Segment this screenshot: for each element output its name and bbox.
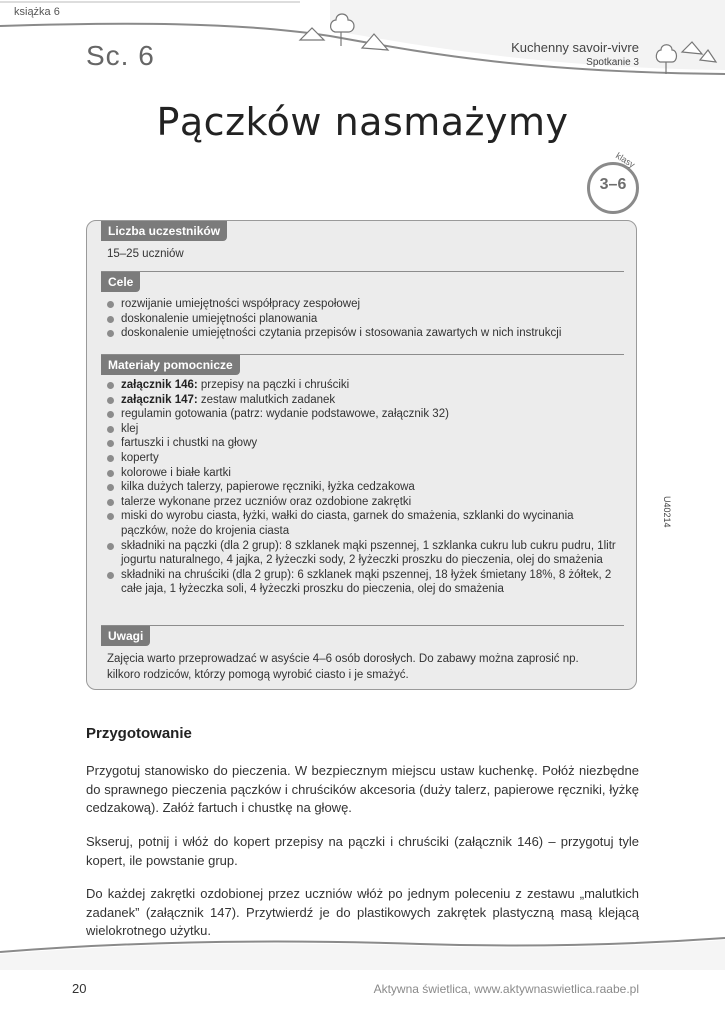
materials-heading: Materiały pomocnicze [101,355,240,375]
bullet-icon [107,499,114,506]
bullet-icon [107,411,114,418]
preparation-paragraph: Przygotuj stanowisko do pieczenia. W bezpiecznym miejscu ustaw kuchenkę. Połóż niezbędne do sprawnego pieczenia pączków i chruścików akcesoria (duży talerz, papierowe ręczniki, łyżkę cedzakową). Załóż fartuch i chustkę na głowę. [86,763,639,815]
list-item: składniki na chruściki (dla 2 grup): 6 szklanek mąki pszennej, 18 łyżek śmietany 18%, 8 żółtek, 2 całe jaja, 1 łyżeczka soli, 4 łyżeczki proszku do pieczenia, olej do smażenia [107,568,617,597]
info-panel [86,220,637,690]
footer-decoration [0,930,725,970]
list-item: załącznik 146: przepisy na pączki i chruściki [107,378,617,393]
list-item: regulamin gotowania (patrz: wydanie podstawowe, załącznik 32) [107,407,617,422]
bullet-icon [107,440,114,447]
preparation-paragraph: Skseruj, potnij i włóż do kopert przepisy na pączki i chruściki (załącznik 146) – przygotuj tyle kopert, ile powstanie grup. [86,834,639,868]
list-item: doskonalenie umiejętności planowania [107,312,617,327]
list-item: fartuszki i chustki na głowy [107,436,617,451]
side-code: U40214 [662,496,672,528]
book-label: książka 6 [14,6,60,18]
list-item: kolorowe i białe kartki [107,466,617,481]
list-item: miski do wyrobu ciasta, łyżki, wałki do ciasta, garnek do smażenia, szklanki do wycinania pączków, noże do krojenia ciasta [107,509,617,538]
bullet-icon [107,330,114,337]
notes-heading: Uwagi [101,626,150,646]
list-item: kilka dużych talerzy, papierowe ręczniki, łyżka cedzakowa [107,480,617,495]
participants-heading: Liczba uczestników [101,221,227,241]
class-badge [587,150,639,214]
meeting-label: Spotkanie 3 [586,57,639,68]
list-item: koperty [107,451,617,466]
page-number: 20 [72,981,87,996]
bullet-icon [107,455,114,462]
bullet-icon [107,513,114,520]
section-divider [101,271,624,272]
participants-value: 15–25 uczniów [107,248,184,260]
page-title: Pączków nasmażymy [156,100,569,144]
list-item: składniki na pączki (dla 2 grup): 8 szklanek mąki pszennej, 1 szklanka cukru lub cukru pudru, 1litr jogurtu naturalnego, 4 jajka, 2 łyżeczki sody, 2 łyżeczki proszku do pieczenia, olej do smażenia [107,539,617,568]
list-item: załącznik 147: zestaw malutkich zadanek [107,393,617,408]
footer-brand: Aktywna świetlica, www.aktywnaswietlica.raabe.pl [373,982,639,996]
list-item: klej [107,422,617,437]
bullet-icon [107,316,114,323]
bullet-icon [107,301,114,308]
preparation-heading: Przygotowanie [86,725,192,742]
notes-text: Zajęcia warto przeprowadzać w asyście 4–6 osób dorosłych. Do zabawy można zaprosić np. kilkoro rodziców, którzy pomogą wyrobić ciasto i je smażyć. [107,653,579,681]
list-item: doskonalenie umiejętności czytania przepisów i stosowania zawartych w nich instrukcji [107,326,617,341]
list-item: rozwijanie umiejętności współpracy zespołowej [107,297,617,312]
bullet-icon [107,484,114,491]
bullet-icon [107,397,114,404]
goals-list [107,297,617,341]
materials-list [107,378,617,597]
class-badge-label: klasy [614,150,637,170]
scene-id: Sc. 6 [86,40,155,71]
bullet-icon [107,470,114,477]
goals-heading: Cele [101,272,140,292]
preparation-paragraph: Do każdej zakrętki ozdobionej przez uczniów włóż po jednym poleceniu z zestawu „malutkich zadanek” (załącznik 147). Przytwierdź je do plastikowych zakrętek plastyczną masą klejącą wielokrotnego użytku. [86,886,639,938]
list-item: talerze wykonane przez uczniów oraz ozdobione zakrętki [107,495,617,510]
class-range: 3–6 [599,176,627,193]
bullet-icon [107,543,114,550]
bullet-icon [107,572,114,579]
bullet-icon [107,382,114,389]
bullet-icon [107,426,114,433]
series-title: Kuchenny savoir-vivre [511,40,639,55]
section-divider [101,625,624,626]
